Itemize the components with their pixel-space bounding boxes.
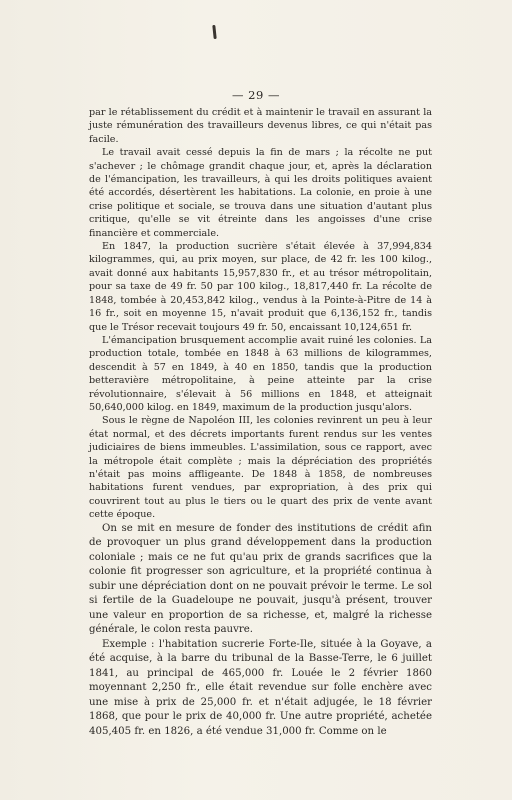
ink-blot-mark (212, 25, 216, 39)
body-text (89, 106, 432, 739)
paragraph-4: L'émancipation brusquement accomplie avait ruiné les colonies. La production totale, tombée en 1848 à 63 millions de kilogrammes, descendit à 57 en 1849, à 40 en 1850, tandis que la production betteravière métropolitaine, à peine atteinte par la crise révolutionnaire, s'élevait à 56 millions en 1848, et atteignait 50,640,000 kilog. en 1849, maximum de la production jusqu'alors. (89, 334, 432, 413)
paragraph-1: par le rétablissement du crédit et à maintenir le travail en assurant la juste rémunération des travailleurs devenus libres, ce qui n'était pas facile. (89, 107, 432, 145)
paragraph-6: On se mit en mesure de fonder des institutions de crédit afin de provoquer un plus grand développement dans la production coloniale ; mais ce ne fut qu'au prix de grands sacrifices que la colonie fit progresser son agriculture, et la propriété continua à subir une dépréciation dont on ne pouvait prévoir le terme. Le sol si fertile de la Guadeloupe ne pouvait, jusqu'à présent, trouver une valeur en proportion de sa richesse, et, malgré la richesse générale, le colon resta pauvre. (89, 522, 432, 636)
paragraph-3: En 1847, la production sucrière s'était élevée à 37,994,834 kilogrammes, qui, au prix moyen, sur place, de 42 fr. les 100 kilog., avait donné aux habitants 15,957,830 fr., et au trésor métropolitain, pour sa taxe de 49 fr. 50 par 100 kilog., 18,817,440 fr. La récolte de 1848, tombée à 20,453,842 kilog., vendus à la Pointe-à-Pitre de 14 à 16 fr., soit en moyenne 15, n'avait produit que 6,136,152 fr., tandis que le Trésor recevait toujours 49 fr. 50, encaissant 10,124,651 fr. (89, 241, 432, 333)
page-number: — 29 — (232, 88, 280, 102)
paragraph-7: Exemple : l'habitation sucrerie Forte-Ile, située à la Goyave, a été acquise, à la barre du tribunal de la Basse-Terre, le 6 juillet 1841, au principal de 465,000 fr. Louée le 2 février 1860 moyennant 2,250 fr., elle était revendue sur folle enchère avec une mise à prix de 25,000 fr. et n'était adjugée, le 18 février 1868, que pour le prix de 40,000 fr. Une autre propriété, achetée 405,405 fr. en 1826, a été vendue 31,000 fr. Comme on le (89, 638, 432, 737)
paragraph-5: Sous le règne de Napoléon III, les colonies revinrent un peu à leur état normal, et des décrets importants furent rendus sur les ventes judiciaires de biens immeubles. L'assimilation, sous ce rapport, avec la métropole était complète ; mais la dépréciation des propriétés n'était pas moins affligeante. De 1848 à 1858, de nombreuses habitations furent vendues, par expropriation, à des prix qui couvrirent tout au plus le tiers ou le quart des prix de vente avant cette époque. (89, 415, 432, 521)
paragraph-2: Le travail avait cessé depuis la fin de mars ; la récolte ne put s'achever ; le chômage grandit chaque jour, et, après la déclaration de l'émancipation, les travailleurs, à qui les droits politiques avaient été accordés, désertèrent les habitations. La colonie, en proie à une crise politique et sociale, se trouva dans une situation d'autant plus critique, qu'elle se vit étreinte dans les angoisses d'une crise financière et commerciale. (89, 147, 432, 239)
